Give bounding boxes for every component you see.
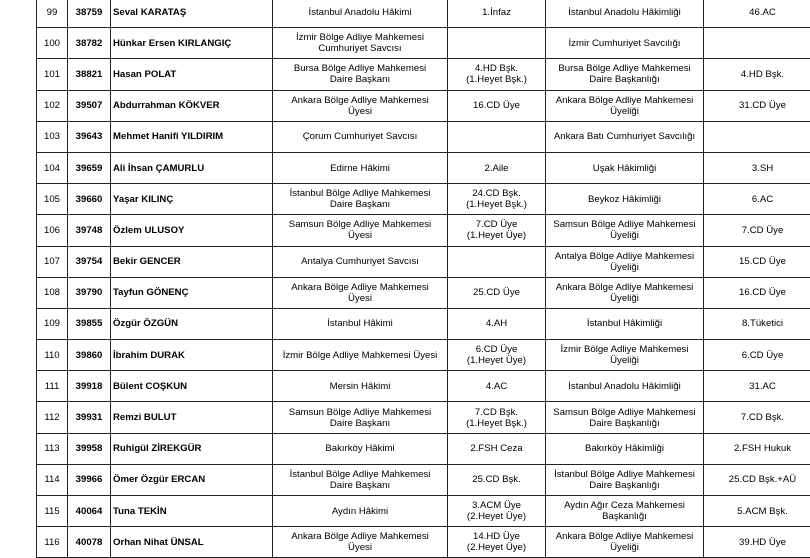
person-name: Orhan Nihat ÜNSAL [111,527,273,558]
row-number: 104 [37,152,68,183]
current-department [448,90,546,121]
current-position [273,464,448,495]
row-number: 101 [37,59,68,90]
current-position-line: Aydın Hâkimi [275,506,445,517]
person-name: Tuna TEKİN [111,496,273,527]
new-position [546,0,704,28]
table-row [37,184,810,215]
current-department [448,246,546,277]
row-number: 112 [37,402,68,433]
current-department [448,340,546,371]
new-position-line: İstanbul Bölge Adliye Mahkemesi [548,469,701,480]
new-position [546,121,704,152]
current-position-line: Daire Başkanı [275,74,445,85]
new-department [704,28,810,59]
current-department-line: (2.Heyet Üye) [450,511,543,522]
new-position-line: Üyeliği [548,230,701,241]
current-department [448,277,546,308]
row-number: 107 [37,246,68,277]
current-department-line: 25.CD Üye [450,287,543,298]
appointment-table [36,0,810,558]
current-department-line: 7.CD Üye [450,219,543,230]
person-name: Seval KARATAŞ [111,0,273,28]
new-position [546,371,704,402]
current-department-line: 14.HD Üye [450,531,543,542]
person-name: Özgür ÖZGÜN [111,308,273,339]
current-position [273,277,448,308]
current-position-line: Ankara Bölge Adliye Mahkemesi [275,95,445,106]
current-department-line: 1.İnfaz [450,7,543,18]
new-position-line: Ankara Batı Cumhuriyet Savcılığı [548,131,701,142]
person-name: Özlem ULUSOY [111,215,273,246]
new-department [704,277,810,308]
new-department-line: 7.CD Bşk. [706,412,810,423]
new-position [546,184,704,215]
current-position [273,308,448,339]
new-position-line: Samsun Bölge Adliye Mahkemesi [548,219,701,230]
new-position-line: Üyeliği [548,355,701,366]
new-position [546,277,704,308]
current-position [273,59,448,90]
current-position [273,90,448,121]
new-position-line: Bursa Bölge Adliye Mahkemesi [548,63,701,74]
person-name: Abdurrahman KÖKVER [111,90,273,121]
registry-number: 39660 [68,184,111,215]
person-name: Ruhigül ZİREKGÜR [111,433,273,464]
new-position [546,246,704,277]
new-position [546,402,704,433]
table-row [37,215,810,246]
new-department-line: 2.FSH Hukuk [706,443,810,454]
row-number: 106 [37,215,68,246]
table-row [37,90,810,121]
current-department-line: (2.Heyet Üye) [450,542,543,553]
current-position-line: Daire Başkanı [275,199,445,210]
current-department [448,0,546,28]
row-number: 102 [37,90,68,121]
current-department [448,28,546,59]
registry-number: 39958 [68,433,111,464]
new-department [704,433,810,464]
table-row [37,340,810,371]
table-row [37,59,810,90]
current-position-line: Üyesi [275,106,445,117]
person-name: Hünkar Ersen KIRLANGIÇ [111,28,273,59]
row-number: 116 [37,527,68,558]
row-number: 113 [37,433,68,464]
new-position-line: Üyeliği [548,293,701,304]
current-department-line: 16.CD Üye [450,100,543,111]
current-department-line: (1.Heyet Üye) [450,230,543,241]
new-department-line: 31.AC [706,381,810,392]
current-department [448,308,546,339]
current-position [273,152,448,183]
current-department [448,215,546,246]
new-position-line: Antalya Bölge Adliye Mahkemesi [548,251,701,262]
new-department-line: 4.HD Bşk. [706,69,810,80]
new-department [704,90,810,121]
registry-number: 39507 [68,90,111,121]
new-position [546,340,704,371]
new-position-line: Ankara Bölge Adliye Mahkemesi [548,282,701,293]
current-position [273,215,448,246]
current-position-line: Daire Başkanı [275,480,445,491]
current-department-line: (1.Heyet Üye) [450,355,543,366]
current-position-line: Samsun Bölge Adliye Mahkemesi [275,219,445,230]
current-position-line: Edirne Hâkimi [275,163,445,174]
new-position [546,152,704,183]
table-row [37,152,810,183]
person-name: Bülent COŞKUN [111,371,273,402]
current-position [273,340,448,371]
current-position-line: Bursa Bölge Adliye Mahkemesi [275,63,445,74]
new-position-line: Aydın Ağır Ceza Mahkemesi [548,500,701,511]
current-position-line: Mersin Hâkimi [275,381,445,392]
new-position-line: İstanbul Anadolu Hâkimliği [548,7,701,18]
person-name: Bekir GENCER [111,246,273,277]
new-department-line: 16.CD Üye [706,287,810,298]
current-position-line: İzmir Bölge Adliye Mahkemesi [275,32,445,43]
new-position [546,464,704,495]
current-position-line: Çorum Cumhuriyet Savcısı [275,131,445,142]
current-department-line: 2.Aile [450,163,543,174]
current-position [273,433,448,464]
new-position-line: Samsun Bölge Adliye Mahkemesi [548,407,701,418]
current-department-line: (1.Heyet Bşk.) [450,199,543,210]
new-position-line: Ankara Bölge Adliye Mahkemesi [548,95,701,106]
registry-number: 38782 [68,28,111,59]
current-position [273,28,448,59]
new-department [704,184,810,215]
new-department-line: 6.AC [706,194,810,205]
current-department [448,464,546,495]
new-position-line: Bakırköy Hâkimliği [548,443,701,454]
current-position-line: İstanbul Bölge Adliye Mahkemesi [275,469,445,480]
appointment-table-body [37,0,810,558]
new-position-line: Daire Başkanlığı [548,418,701,429]
current-position [273,371,448,402]
new-department-line: 5.ACM Bşk. [706,506,810,517]
new-position-line: Üyeliği [548,542,701,553]
table-row [37,433,810,464]
current-department-line: 24.CD Bşk. [450,188,543,199]
current-position [273,402,448,433]
current-department [448,496,546,527]
new-position-line: Daire Başkanlığı [548,74,701,85]
current-department [448,184,546,215]
registry-number: 39643 [68,121,111,152]
table-row [37,402,810,433]
new-position-line: Uşak Hâkimliği [548,163,701,174]
table-row [37,121,810,152]
current-department [448,402,546,433]
new-department [704,59,810,90]
current-position-line: Daire Başkanı [275,418,445,429]
new-department-line: 31.CD Üye [706,100,810,111]
new-department-line: 6.CD Üye [706,350,810,361]
new-position [546,215,704,246]
new-department-line: 25.CD Bşk.+AÜ [706,474,810,485]
current-department [448,59,546,90]
new-position-line: İzmir Cumhuriyet Savcılığı [548,38,701,49]
new-position-line: Beykoz Hâkimliği [548,194,701,205]
registry-number: 39790 [68,277,111,308]
table-row [37,246,810,277]
new-department [704,308,810,339]
registry-number: 39855 [68,308,111,339]
person-name: Hasan POLAT [111,59,273,90]
new-department [704,371,810,402]
table-row [37,371,810,402]
row-number: 115 [37,496,68,527]
registry-number: 39754 [68,246,111,277]
registry-number: 39931 [68,402,111,433]
current-department-line: 4.HD Bşk. [450,63,543,74]
new-position [546,496,704,527]
current-department-line: 7.CD Bşk. [450,407,543,418]
current-department-line: (1.Heyet Bşk.) [450,418,543,429]
new-position [546,308,704,339]
current-department [448,152,546,183]
current-department-line: (1.Heyet Bşk.) [450,74,543,85]
registry-number: 39860 [68,340,111,371]
current-position-line: İzmir Bölge Adliye Mahkemesi Üyesi [275,350,445,361]
new-department [704,0,810,28]
current-position-line: Samsun Bölge Adliye Mahkemesi [275,407,445,418]
person-name: İbrahim DURAK [111,340,273,371]
new-position [546,527,704,558]
table-row [37,464,810,495]
registry-number: 39659 [68,152,111,183]
row-number: 110 [37,340,68,371]
registry-number: 39966 [68,464,111,495]
registry-number: 38759 [68,0,111,28]
table-row [37,496,810,527]
new-department-line: 46.AC [706,7,810,18]
registry-number: 40078 [68,527,111,558]
person-name: Yaşar KILINÇ [111,184,273,215]
row-number: 111 [37,371,68,402]
current-department-line: 4.AC [450,381,543,392]
row-number: 105 [37,184,68,215]
new-department [704,215,810,246]
new-position [546,90,704,121]
person-name: Ali İhsan ÇAMURLU [111,152,273,183]
table-row [37,28,810,59]
new-department [704,152,810,183]
current-position [273,246,448,277]
new-department [704,527,810,558]
current-department [448,371,546,402]
new-position-line: İstanbul Anadolu Hâkimliği [548,381,701,392]
new-department [704,246,810,277]
table-row [37,527,810,558]
new-position-line: Daire Başkanlığı [548,480,701,491]
new-position-line: İzmir Bölge Adliye Mahkemesi [548,344,701,355]
new-position-line: Başkanlığı [548,511,701,522]
current-position-line: Bakırköy Hâkimi [275,443,445,454]
current-department [448,433,546,464]
new-position [546,28,704,59]
new-department [704,496,810,527]
row-number: 109 [37,308,68,339]
current-position [273,184,448,215]
row-number: 114 [37,464,68,495]
registry-number: 39748 [68,215,111,246]
current-position [273,527,448,558]
new-position [546,59,704,90]
current-department-line: 2.FSH Ceza [450,443,543,454]
current-position-line: İstanbul Bölge Adliye Mahkemesi [275,188,445,199]
current-position-line: İstanbul Hâkimi [275,318,445,329]
appointment-list-document [36,0,788,558]
table-row [37,0,810,28]
registry-number: 38821 [68,59,111,90]
current-department-line: 4.AH [450,318,543,329]
new-department [704,464,810,495]
registry-number: 39918 [68,371,111,402]
current-department [448,527,546,558]
current-position-line: Ankara Bölge Adliye Mahkemesi [275,531,445,542]
new-department-line: 3.SH [706,163,810,174]
new-department [704,340,810,371]
current-position [273,121,448,152]
new-position-line: Üyeliği [548,262,701,273]
current-position-line: Ankara Bölge Adliye Mahkemesi [275,282,445,293]
new-department-line: 15.CD Üye [706,256,810,267]
current-department-line: 6.CD Üye [450,344,543,355]
row-number: 99 [37,0,68,28]
current-position [273,0,448,28]
person-name: Tayfun GÖNENÇ [111,277,273,308]
current-position-line: Üyesi [275,230,445,241]
new-position-line: Üyeliği [548,106,701,117]
new-position [546,433,704,464]
current-department-line: 25.CD Bşk. [450,474,543,485]
row-number: 108 [37,277,68,308]
new-department-line: 39.HD Üye [706,537,810,548]
current-position [273,496,448,527]
person-name: Remzi BULUT [111,402,273,433]
current-position-line: Üyesi [275,542,445,553]
current-department [448,121,546,152]
new-department-line: 7.CD Üye [706,225,810,236]
new-department-line: 8.Tüketici [706,318,810,329]
person-name: Ömer Özgür ERCAN [111,464,273,495]
current-position-line: İstanbul Anadolu Hâkimi [275,7,445,18]
row-number: 100 [37,28,68,59]
current-position-line: Üyesi [275,293,445,304]
person-name: Mehmet Hanifi YILDIRIM [111,121,273,152]
table-row [37,308,810,339]
table-row [37,277,810,308]
current-department-line: 3.ACM Üye [450,500,543,511]
new-position-line: İstanbul Hâkimliği [548,318,701,329]
new-position-line: Ankara Bölge Adliye Mahkemesi [548,531,701,542]
new-department [704,121,810,152]
current-position-line: Antalya Cumhuriyet Savcısı [275,256,445,267]
new-department [704,402,810,433]
current-position-line: Cumhuriyet Savcısı [275,43,445,54]
registry-number: 40064 [68,496,111,527]
row-number: 103 [37,121,68,152]
